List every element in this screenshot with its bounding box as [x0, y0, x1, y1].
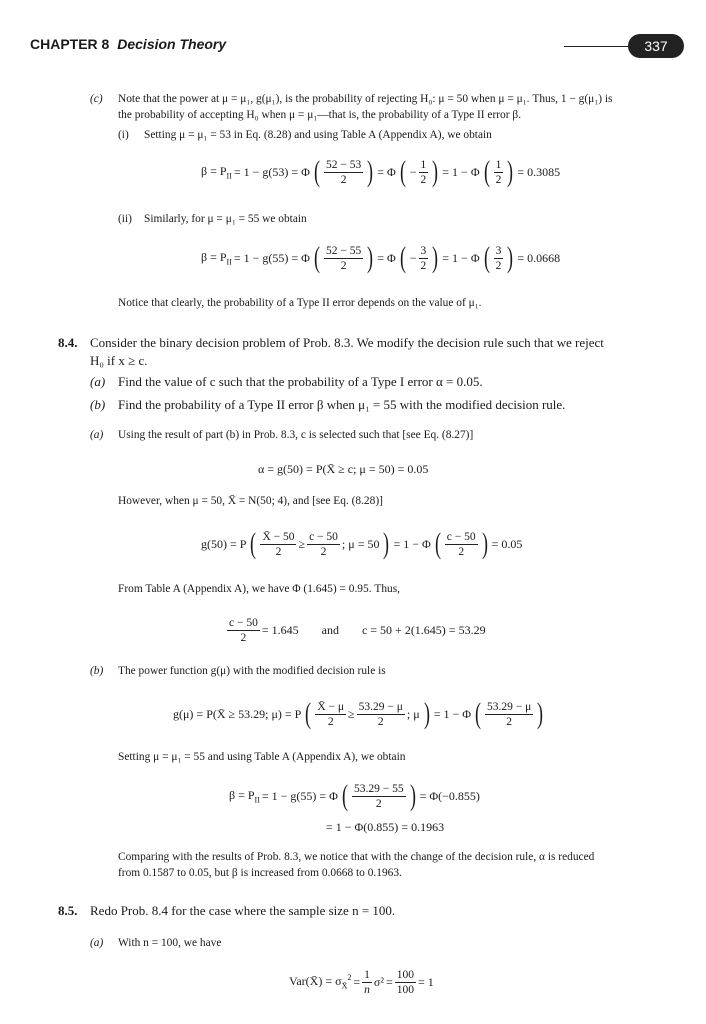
- solution-8-4-b-text: The power function g(μ) with the modified decision rule is: [118, 665, 386, 677]
- problem-8-4-line2: H₀ if x ≥ c.: [90, 353, 148, 368]
- solution-8-4-however: However, when μ = 50, X̄ = N(50; 4), and [see Eq. (8.28)]: [118, 495, 383, 507]
- page-header: [30, 34, 684, 60]
- solution-8-4-comparing-1: Comparing with the results of Prob. 8.3, we notice that with the change of the decision rule, α is reduced: [118, 851, 595, 863]
- solution-8-4-b-label: (b): [90, 665, 104, 677]
- chapter-subject: Decision Theory: [117, 36, 227, 52]
- chapter-number: CHAPTER 8: [30, 36, 110, 52]
- problem-8-5-text: Redo Prob. 8.4 for the case where the sample size n = 100.: [90, 903, 396, 918]
- equation-alpha: α = g(50) = P(X̄ ≥ c; μ = 50) = 0.05: [258, 462, 429, 476]
- solution-8-4-setting: Setting μ = μ₁ = 55 and using Table A (Appendix A), we obtain: [118, 751, 406, 763]
- equation-beta-result: = 1 − Φ(0.855) = 0.1963: [326, 820, 445, 834]
- equation-g-mu: g(μ) = P(X̄ ≥ 53.29; μ) = P ( $\frac{X̄ - \mu}{2}$ ≥ $\frac{53.29 - \mu}{2}$ ; μ ) = 1 − Φ ( $\frac{53.29 - \mu}{2}$ ): [173, 697, 544, 730]
- problem-8-4-a-label: (a): [90, 374, 106, 389]
- solution-8-4-a-text: Using the result of part (b) in Prob. 8.3, c is selected such that [see Eq. (8.27)]: [118, 429, 474, 441]
- part-c-line1: Note that the power at μ = μ₁, g(μ₁), is the probability of rejecting H₀: μ = 50 when μ = μ₁. Thus, 1 − g(μ₁) is: [118, 93, 613, 105]
- solution-8-4-a-label: (a): [90, 429, 104, 441]
- part-c-line2: the probability of accepting H₀ when μ = μ₁—that is, the probability of a Type II error β.: [118, 109, 522, 121]
- part-c-i-label: (i): [118, 129, 129, 141]
- part-c-ii-label: (ii): [118, 213, 132, 225]
- part-c-ii-text: Similarly, for μ = μ₁ = 55 we obtain: [144, 213, 307, 225]
- problem-8-4-b-label: (b): [90, 397, 106, 412]
- equation-beta-53: $\beta = P_{II}$ = 1 − g(53) = Φ ( $\frac{52 - 53}{2}$ ) = Φ ( − $\frac{1}{2}$ ) = 1 − Φ ( $\frac{1}{2}$ ) = 0.3085: [201, 155, 561, 188]
- equation-g50: g(50) = P ( $\frac{X̄ - 50}{2}$ ≥ $\frac{c - 50}{2}$ ; μ = 50 ) = 1 − Φ ( $\frac{c - 50}{2}$ ) = 0.05: [201, 527, 523, 560]
- chapter-title: [30, 36, 226, 52]
- problem-8-4-b-text: Find the probability of a Type II error β when μ₁ = 55 with the modified decision rule.: [118, 397, 566, 412]
- problem-8-4-a-text: Find the value of c such that the probability of a Type I error α = 0.05.: [118, 374, 483, 389]
- problem-8-5-number: 8.5.: [58, 903, 78, 918]
- problem-8-4-line1: Consider the binary decision problem of Prob. 8.3. We modify the decision rule such that we reject: [90, 335, 604, 350]
- equation-c-value: $\frac{c - 50}{2}$ = 1.645 and c = 50 + 2(1.645) = 53.29: [229, 616, 486, 644]
- part-c-label: (c): [90, 93, 103, 105]
- problem-8-4-number: 8.4.: [58, 335, 78, 350]
- page-number-badge: 337: [628, 34, 684, 58]
- solution-8-5-a-label: (a): [90, 937, 104, 949]
- part-c-notice: Notice that clearly, the probability of a Type II error depends on the value of μ₁.: [118, 297, 482, 309]
- equation-beta-55: $\beta = P_{II}$ = 1 − g(55) = Φ ( $\frac{52 - 55}{2}$ ) = Φ ( − $\frac{3}{2}$ ) = 1 − Φ ( $\frac{3}{2}$ ) = 0.0668: [201, 241, 561, 274]
- solution-8-4-comparing-2: from 0.1587 to 0.05, but β is increased from 0.0668 to 0.1963.: [118, 867, 402, 879]
- solution-8-4-table: From Table A (Appendix A), we have Φ (1.645) = 0.95. Thus,: [118, 583, 401, 595]
- solution-8-5-a-text: With n = 100, we have: [118, 937, 222, 949]
- equation-beta-modified: $\beta = P_{II}$ = 1 − g(55) = Φ ( $\frac{53.29 - 55}{2}$ ) = Φ(−0.855): [229, 779, 480, 812]
- equation-variance: Var(X̄) = $\sigma_{X̄}^2$ = $\frac{1}{n}$ σ² = $\frac{100}{100}$ = 1: [289, 968, 434, 996]
- part-c-i-text: Setting μ = μ₁ = 53 in Eq. (8.28) and using Table A (Appendix A), we obtain: [144, 129, 492, 141]
